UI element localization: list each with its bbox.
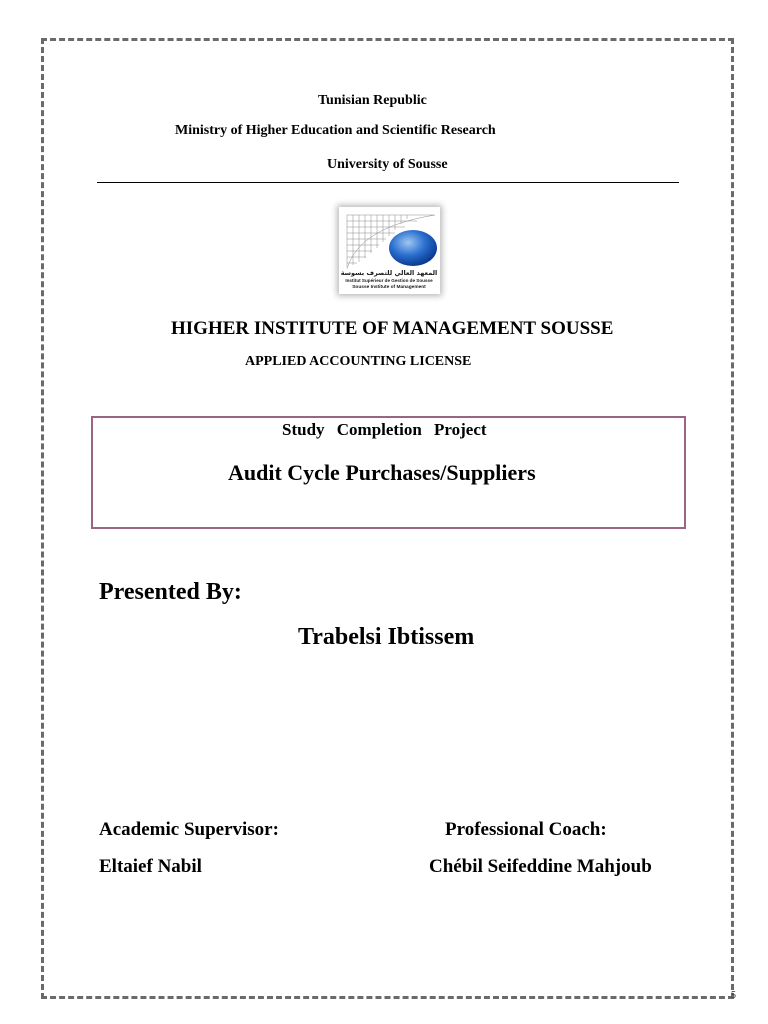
professional-coach-name: Chébil Seifeddine Mahjoub: [429, 856, 652, 877]
academic-supervisor-label: Academic Supervisor:: [99, 819, 279, 840]
university-heading: University of Sousse: [327, 157, 448, 172]
academic-supervisor-name: Eltaief Nabil: [99, 856, 202, 877]
logo-english-text: Sousse Institute of Management: [352, 285, 426, 290]
presented-by-label: Presented By:: [99, 579, 242, 605]
republic-heading: Tunisian Republic: [318, 93, 427, 108]
ministry-heading: Ministry of Higher Education and Scientific Research: [175, 123, 496, 138]
institute-logo: [339, 207, 440, 294]
logo-arabic-text: المعهد العالي للتصرف بسوسة: [340, 269, 438, 277]
professional-coach-label: Professional Coach:: [445, 819, 607, 840]
presenter-name: Trabelsi Ibtissem: [298, 624, 475, 650]
logo-french-text: Institut Supérieur de Gestion de Sousse: [345, 278, 433, 283]
page-number: 5: [731, 990, 736, 1001]
project-title: Audit Cycle Purchases/Suppliers: [228, 460, 536, 485]
header-divider: [97, 182, 679, 183]
program-name: APPLIED ACCOUNTING LICENSE: [245, 354, 472, 369]
institute-logo-icon: [339, 207, 440, 294]
project-type: Study Completion Project: [282, 420, 487, 439]
institute-name: HIGHER INSTITUTE OF MANAGEMENT SOUSSE: [171, 318, 614, 339]
